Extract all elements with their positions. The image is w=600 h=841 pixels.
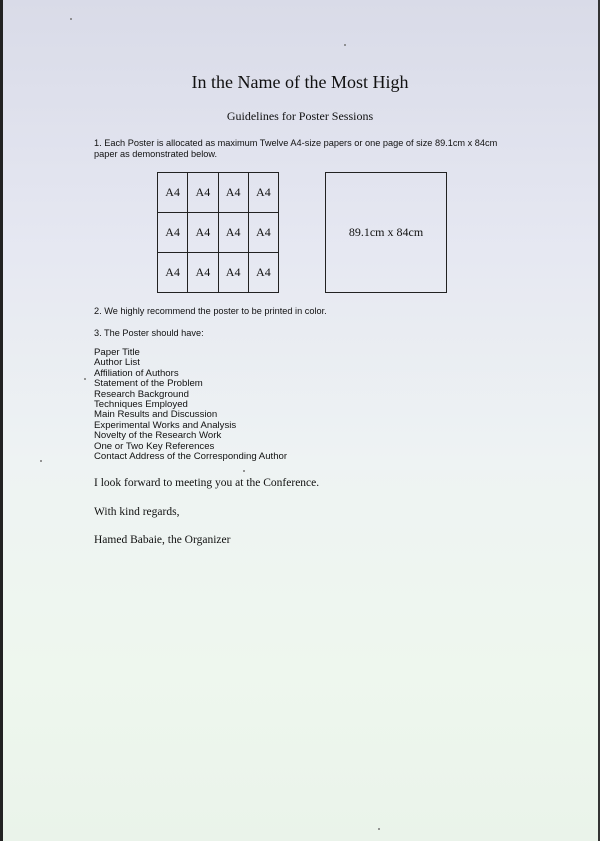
poster-contents-list — [94, 348, 287, 462]
list-item: Main Results and Discussion — [94, 409, 218, 421]
guideline-3: 3. The Poster should have: — [94, 328, 204, 338]
list-item: Novelty of the Research Work — [94, 430, 222, 442]
scan-speck — [40, 460, 42, 462]
grid-row — [158, 253, 279, 293]
guideline-2: 2. We highly recommend the poster to be printed in color. — [94, 306, 327, 316]
grid-row — [158, 213, 279, 253]
list-item: Affiliation of Authors — [94, 367, 179, 379]
list-item: Statement of the Problem — [94, 378, 203, 390]
a4-cell: A4 — [218, 173, 248, 213]
scan-speck — [243, 470, 245, 472]
page-subtitle: Guidelines for Poster Sessions — [226, 109, 374, 123]
list-item: Author List — [94, 357, 140, 369]
list-item: Research Background — [94, 388, 189, 400]
a4-cell: A4 — [188, 213, 218, 253]
page-title: In the Name of the Most High — [191, 72, 409, 92]
a4-cell: A4 — [218, 253, 248, 293]
a4-cell: A4 — [158, 173, 188, 213]
scan-edge-left — [0, 0, 3, 841]
single-page-diagram — [325, 172, 447, 293]
scan-speck — [70, 18, 72, 20]
a4-cell: A4 — [158, 253, 188, 293]
scan-speck — [344, 44, 346, 46]
signature: Hamed Babaie, the Organizer — [94, 534, 231, 546]
scan-speck — [378, 828, 380, 830]
a4-cell: A4 — [248, 253, 278, 293]
list-item: Paper Title — [94, 347, 140, 358]
closing-line: I look forward to meeting you at the Conference. — [94, 477, 320, 489]
scan-speck — [84, 378, 86, 380]
list-item: One or Two Key References — [94, 440, 215, 452]
a4-cell: A4 — [248, 213, 278, 253]
guideline-1: 1. Each Poster is allocated as maximum Twelve A4-size papers or one page of size 89.1cm x 84cm paper as demonstrated below. — [94, 138, 498, 159]
a4-grid-diagram — [157, 172, 279, 293]
list-item: Techniques Employed — [94, 399, 188, 411]
a4-cell: A4 — [188, 253, 218, 293]
list-item: Contact Address of the Corresponding Author — [94, 451, 288, 463]
a4-cell: A4 — [248, 173, 278, 213]
grid-row — [158, 173, 279, 213]
a4-cell: A4 — [188, 173, 218, 213]
a4-cell: A4 — [158, 213, 188, 253]
a4-cell: A4 — [218, 213, 248, 253]
closing-greeting: With kind regards, — [94, 506, 180, 518]
single-page-label: 89.1cm x 84cm — [348, 225, 424, 239]
list-item: Experimental Works and Analysis — [94, 419, 237, 431]
